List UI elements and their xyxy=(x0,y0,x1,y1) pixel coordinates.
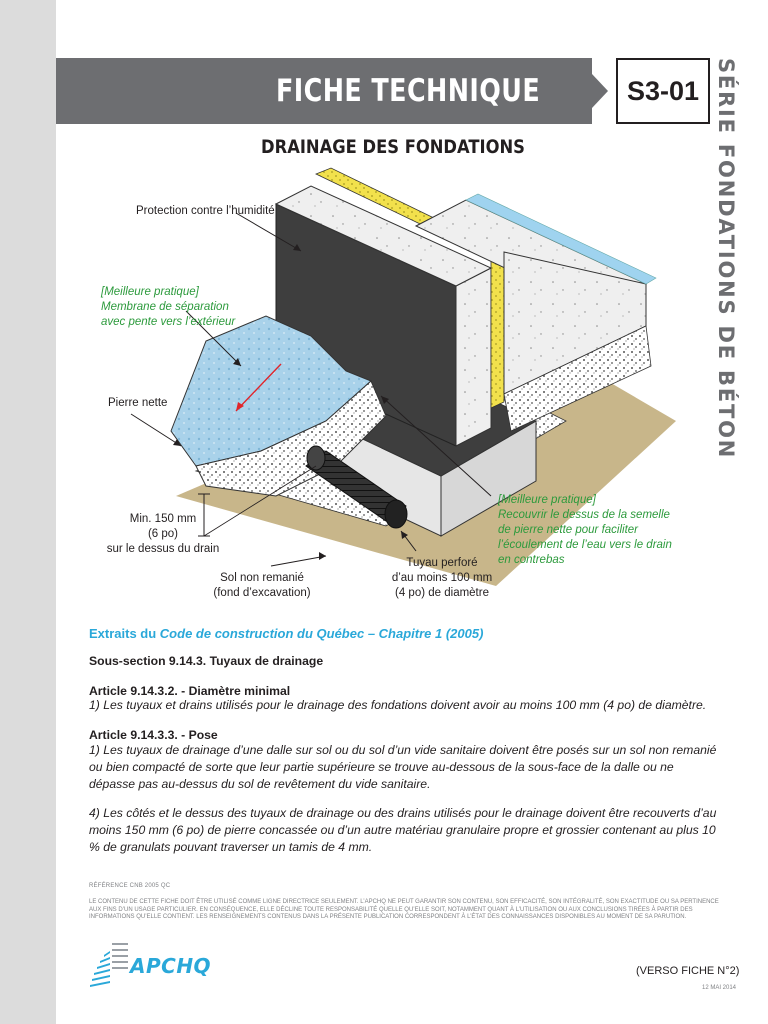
left-margin-bar xyxy=(0,0,56,1024)
sol-line2: (fond d’excavation) xyxy=(213,587,311,599)
bp2-line2: Recouvrir le dessus de la semelle xyxy=(498,509,670,521)
extracts-heading-code: Code de construction du Québec – Chapitre 1 (2005) xyxy=(159,626,484,641)
article2-text2: 4) Les côtés et le dessus des tuyaux de drainage ou des drains utilisés pour le drainage doivent être recouverts d’au moins 150 mm (6 po) de pierre concassée ou d’un autre matériau granulaire propre et grossier contenant au plus 10 % de granulats pouvant traverser un tamis de 4 mm. xyxy=(89,806,717,855)
article2-title: Article 9.14.3.3. - Pose xyxy=(89,728,218,742)
sol-line1: Sol non remanié xyxy=(220,572,304,584)
series-label xyxy=(714,58,739,460)
section-title: DRAINAGE DES FONDATIONS xyxy=(261,136,525,158)
label-pierre-nette: Pierre nette xyxy=(108,397,168,409)
bp1-line1: [Meilleure pratique] xyxy=(101,286,199,298)
sheet-code: S3-01 xyxy=(616,58,710,124)
bp1-line3: avec pente vers l’extérieur xyxy=(101,316,236,328)
extracts-heading-prefix: Extraits du xyxy=(89,626,160,641)
date-label: 12 MAI 2014 xyxy=(702,985,737,991)
bp2-line5: en contrebas xyxy=(498,554,565,566)
extracts-heading xyxy=(89,626,483,641)
bp2-line4: l’écoulement de l’eau vers le drain xyxy=(498,539,672,551)
label-protection: Protection contre l’humidité xyxy=(136,205,275,217)
tuyau-line3: (4 po) de diamètre xyxy=(395,587,489,599)
min-line1: Min. 150 mm xyxy=(129,513,197,525)
page-title: FICHE TECHNIQUE xyxy=(276,73,541,109)
article2-text1: 1) Les tuyaux de drainage d’une dalle sur sol ou du sol d’un vide sanitaire doivent être posés sur un sol non remanié ou bien compacté de sorte que leur partie supérieure se trouve au-dessous de la sous-face de la dalle ou ne dépasse pas au-dessus du sol de revêtement du vide sanitaire. xyxy=(89,743,717,792)
tuyau-line2: d’au moins 100 mm xyxy=(391,572,493,584)
bp2-line3: de pierre nette pour faciliter xyxy=(498,524,638,536)
article1-title: Article 9.14.3.2. - Diamètre minimal xyxy=(89,684,291,698)
label-best-practice-footing xyxy=(498,493,672,568)
verso-label: (VERSO FICHE N°2) xyxy=(636,965,740,977)
banner-arrow xyxy=(592,74,608,108)
label-min-depth xyxy=(98,512,228,557)
bp1-line2: Membrane de séparation xyxy=(101,301,229,313)
series-text: SÉRIE FONDATIONS DE BÉTON xyxy=(714,58,738,460)
apchq-logo-text: APCHQ xyxy=(130,954,212,978)
bp2-line1: [Meilleure pratique] xyxy=(498,494,596,506)
label-best-practice-membrane xyxy=(101,285,235,330)
disclaimer: LE CONTENU DE CETTE FICHE DOIT ÊTRE UTILISÉ COMME LIGNE DIRECTRICE SEULEMENT. L’APCHQ NE PEUT GARANTIR SON CONTENU, SON EFFICACITÉ, SON INTÉGRALITÉ, SON EXACTITUDE OU SA PERTINENCE AUX FINS D’UN USAGE PARTICULIER. EN CONSÉQUENCE, ELLE DÉCLINE TOUTE RESPONSABILITÉ QUELLE QU’ELLE SOIT, NOTAMMENT QUANT À L’UTILISATION OU AUX CONCLUSIONS TIRÉES À PARTIR DES INFORMATIONS QU’ELLE CONTIENT. LES RENSEIGNEMENTS CONTENUS DANS LA PRÉSENTE PUBLICATION CORRESPONDENT À L’ÉTAT DES CONNAISSANCES DISPONIBLES AU MOMENT DE SA PARUTION. xyxy=(89,899,719,920)
min-line3: sur le dessus du drain xyxy=(106,543,220,555)
reference-note: RÉFÉRENCE CNB 2005 QC xyxy=(89,883,171,889)
article1-text: 1) Les tuyaux et drains utilisés pour le drainage des fondations doivent avoir au moins 100 mm (4 po) de diamètre. xyxy=(89,698,707,712)
label-sol xyxy=(206,571,318,601)
tuyau-line1: Tuyau perforé xyxy=(406,557,478,569)
label-tuyau xyxy=(386,556,498,601)
min-line2: (6 po) xyxy=(147,528,179,540)
subsection-title: Sous-section 9.14.3. Tuyaux de drainage xyxy=(89,654,324,668)
